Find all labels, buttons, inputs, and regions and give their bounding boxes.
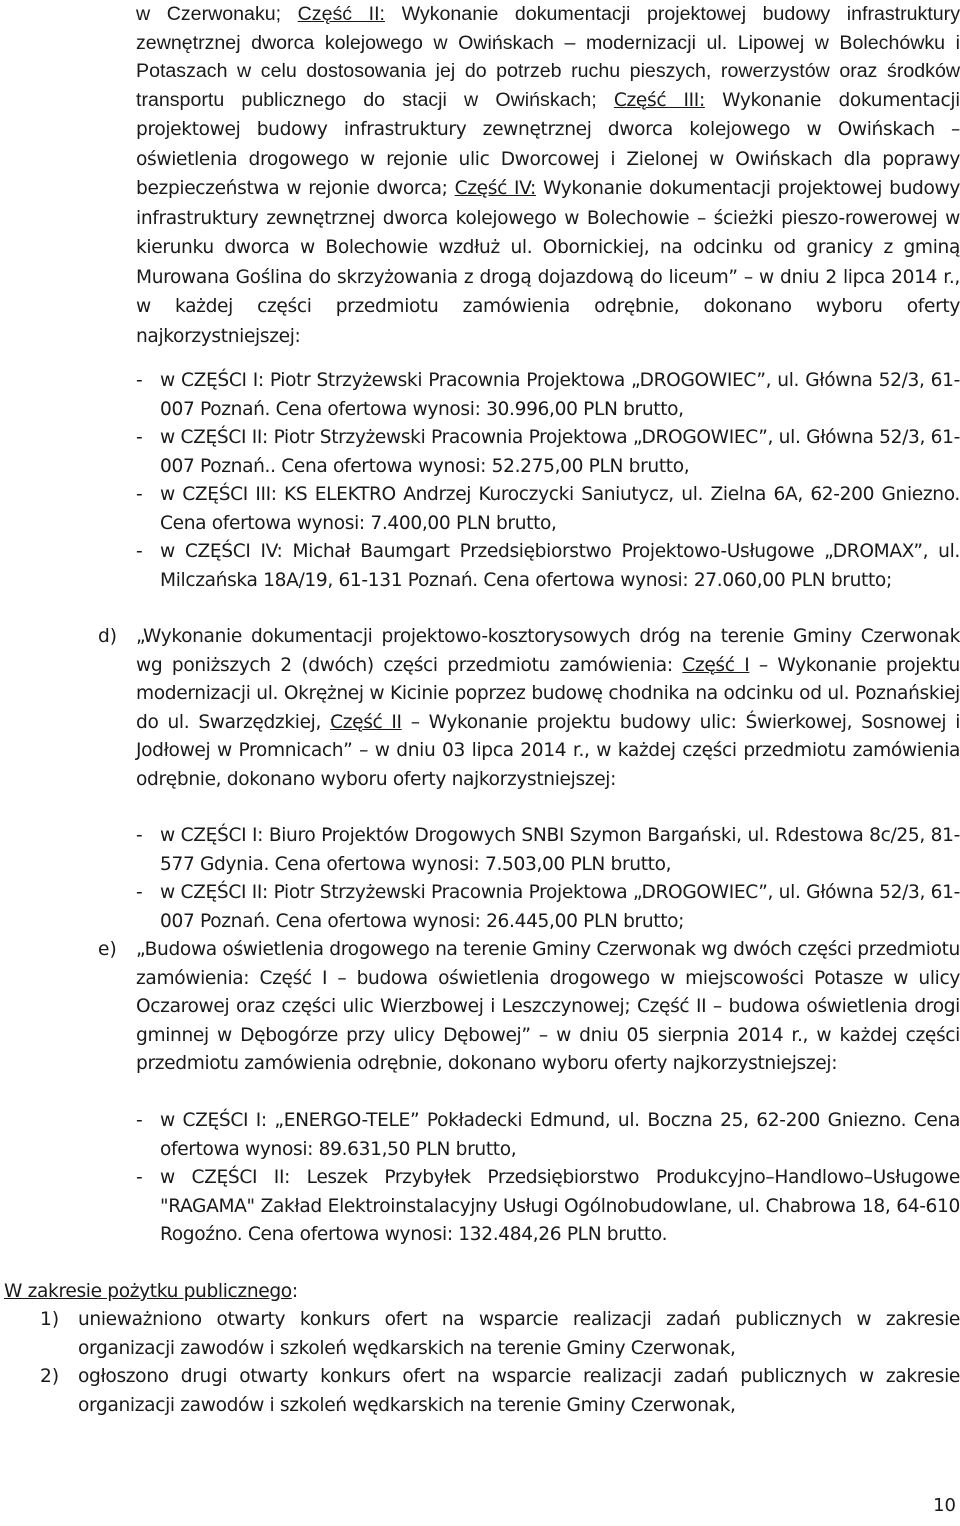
part3-text: Wykonanie dokumentacji projektowej budowy infrastruktury zewnętrznej dworca kolejowego w Owińskach – oświetlenia drogowego w rejonie ulic Dworcowej i Zielonej w Owińskach dla poprawy bezpieczeństwa w rejonie dworca; xyxy=(136,89,960,199)
bullet-dash: - xyxy=(136,825,143,846)
bullet-dash: - xyxy=(136,427,143,448)
public-benefit-heading-text: W zakresie pożytku publicznego xyxy=(4,1281,292,1302)
item-d-part1-reference: Część I xyxy=(682,654,750,676)
bullet-dash: - xyxy=(136,484,143,505)
item-d-text xyxy=(136,623,960,794)
offer-c-part4: w CZĘŚCI IV: Michał Baumgart Przedsiębiorstwo Projektowo-Usługowe „DROMAX”, ul. Milczańska 18A/19, 61-131 Poznań. Cena ofertowa wynosi: 27.060,00 PLN brutto; xyxy=(160,541,960,591)
offer-d-part2: w CZĘŚCI II: Piotr Strzyżewski Pracownia Projektowa „DROGOWIEC”, ul. Główna 52/3, 61-007 Poznań. Cena ofertowa wynosi: 26.445,00 PLN brutto; xyxy=(160,882,960,932)
item-d-text-b: – Wykonanie projektu modernizacji ul. Okrężnej w Kicinie poprzez budowę chodnika na odcinku od ul. Poznańskiej do ul. Swarzędzkiej, xyxy=(136,654,960,733)
section-c-continuation xyxy=(136,0,960,351)
heading-colon: : xyxy=(291,1281,298,1302)
bullet-dash: - xyxy=(136,541,143,562)
offer-e-part2: w CZĘŚCI II: Leszek Przybyłek Przedsiębiorstwo Produkcyjno–Handlowo–Usługowe "RAGAMA" Zakład Elektroinstalacyjny Usługi Ogólnobudowlane, ul. Chabrowa 18, 64-610 Rogoźno. Cena ofertowa wynosi: 132.484,26 PLN brutto. xyxy=(160,1167,960,1245)
part4-reference: Część IV: xyxy=(454,178,536,199)
item-d-text-c: – Wykonanie projektu budowy ulic: Świerkowej, Sosnowej i Jodłowej w Promnicach” – w dniu 03 lipca 2014 r., w każdej części przedmiotu zamówienia odrębnie, dokonano wyboru oferty najkorzystniejszej: xyxy=(136,711,960,790)
offer-e-part1: w CZĘŚCI I: „ENERGO-TELE” Pokładecki Edmund, ul. Boczna 25, 62-200 Gniezno. Cena ofertowa wynosi: 89.631,50 PLN brutto, xyxy=(160,1110,960,1160)
offer-d-part1: w CZĘŚCI I: Biuro Projektów Drogowych SNBI Szymon Bargański, ul. Rdestowa 8c/25, 81-577 Gdynia. Cena ofertowa wynosi: 7.503,00 PLN brutto, xyxy=(160,825,960,875)
part2-text: Wykonanie dokumentacji projektowej budowy infrastruktury zewnętrznej dworca kolejowego w Owińskach – modernizacji ul. Lipowej w Bolechówku i Potaszach w celu dostosowania jej do potrzeb ruchu pieszych, rowerzystów oraz środków transportu publicznego do stacji w Owińskach; xyxy=(136,3,960,111)
bullet-dash: - xyxy=(136,370,143,391)
public-benefit-heading xyxy=(4,1278,298,1307)
part2-reference: Część II: xyxy=(297,3,386,25)
offer-c-part2: w CZĘŚCI II: Piotr Strzyżewski Pracownia Projektowa „DROGOWIEC”, ul. Główna 52/3, 61-007 Poznań.. Cena ofertowa wynosi: 52.275,00 PLN brutto, xyxy=(160,427,960,477)
part3-reference: Część III: xyxy=(613,89,705,111)
list-number-1: 1) xyxy=(40,1309,60,1330)
item-d-part2-reference: Część II xyxy=(330,711,402,733)
item-d-text-a: „Wykonanie dokumentacji projektowo-kosztorysowych dróg na terenie Gminy Czerwonak wg poniższych 2 (dwóch) części przedmiotu zamówienia: xyxy=(136,626,960,676)
public-benefit-item-1: unieważniono otwarty konkurs ofert na wsparcie realizacji zadań publicznych w zakresie organizacji zawodów i szkoleń wędkarskich na terenie Gminy Czerwonak, xyxy=(78,1309,960,1359)
item-e-label: e) xyxy=(98,939,117,960)
bullet-dash: - xyxy=(136,882,143,903)
public-benefit-item-2: ogłoszono drugi otwarty konkurs ofert na wsparcie realizacji zadań publicznych w zakresie organizacji zawodów i szkoleń wędkarskich na terenie Gminy Czerwonak, xyxy=(78,1366,960,1416)
item-e-text: „Budowa oświetlenia drogowego na terenie Gminy Czerwonak wg dwóch części przedmiotu zamówienia: Część I – budowa oświetlenia drogowego w miejscowości Potasze w ulicy Oczarowej oraz części ulic Wierzbowej i Leszczynowej; Część II – budowa oświetlenia drogi gminnej w Dębogórze przy ulicy Dębowej” – w dniu 05 sierpnia 2014 r., w każdej części przedmiotu zamówienia odrębnie, dokonano wyboru oferty najkorzystniejszej: xyxy=(136,939,960,1074)
intro-text: w Czerwonaku; xyxy=(136,3,298,25)
list-number-2: 2) xyxy=(40,1366,60,1387)
offer-c-part1: w CZĘŚCI I: Piotr Strzyżewski Pracownia Projektowa „DROGOWIEC”, ul. Główna 52/3, 61-007 Poznań. Cena ofertowa wynosi: 30.996,00 PLN brutto, xyxy=(160,370,960,420)
part4-text: Wykonanie dokumentacji projektowej budowy infrastruktury zewnętrznej dworca kolejowego w Bolechowie – ścieżki pieszo-rowerowej w kierunku dworca w Bolechowie wzdłuż ul. Obornickiej, na odcinku od granicy z gminą Murowana Goślina do skrzyżowania z drogą dojazdową do liceum” – w dniu 2 lipca 2014 r., w każdej części przedmiotu zamówienia odrębnie, dokonano wyboru oferty najkorzystniejszej: xyxy=(136,178,960,347)
bullet-dash: - xyxy=(136,1110,143,1131)
bullet-dash: - xyxy=(136,1167,143,1188)
offer-c-part3: w CZĘŚCI III: KS ELEKTRO Andrzej Kuroczycki Saniutycz, ul. Zielna 6A, 62-200 Gniezno. Cena ofertowa wynosi: 7.400,00 PLN brutto, xyxy=(160,484,960,534)
page-number: 10 xyxy=(933,1495,956,1516)
item-d-label: d) xyxy=(98,626,118,647)
